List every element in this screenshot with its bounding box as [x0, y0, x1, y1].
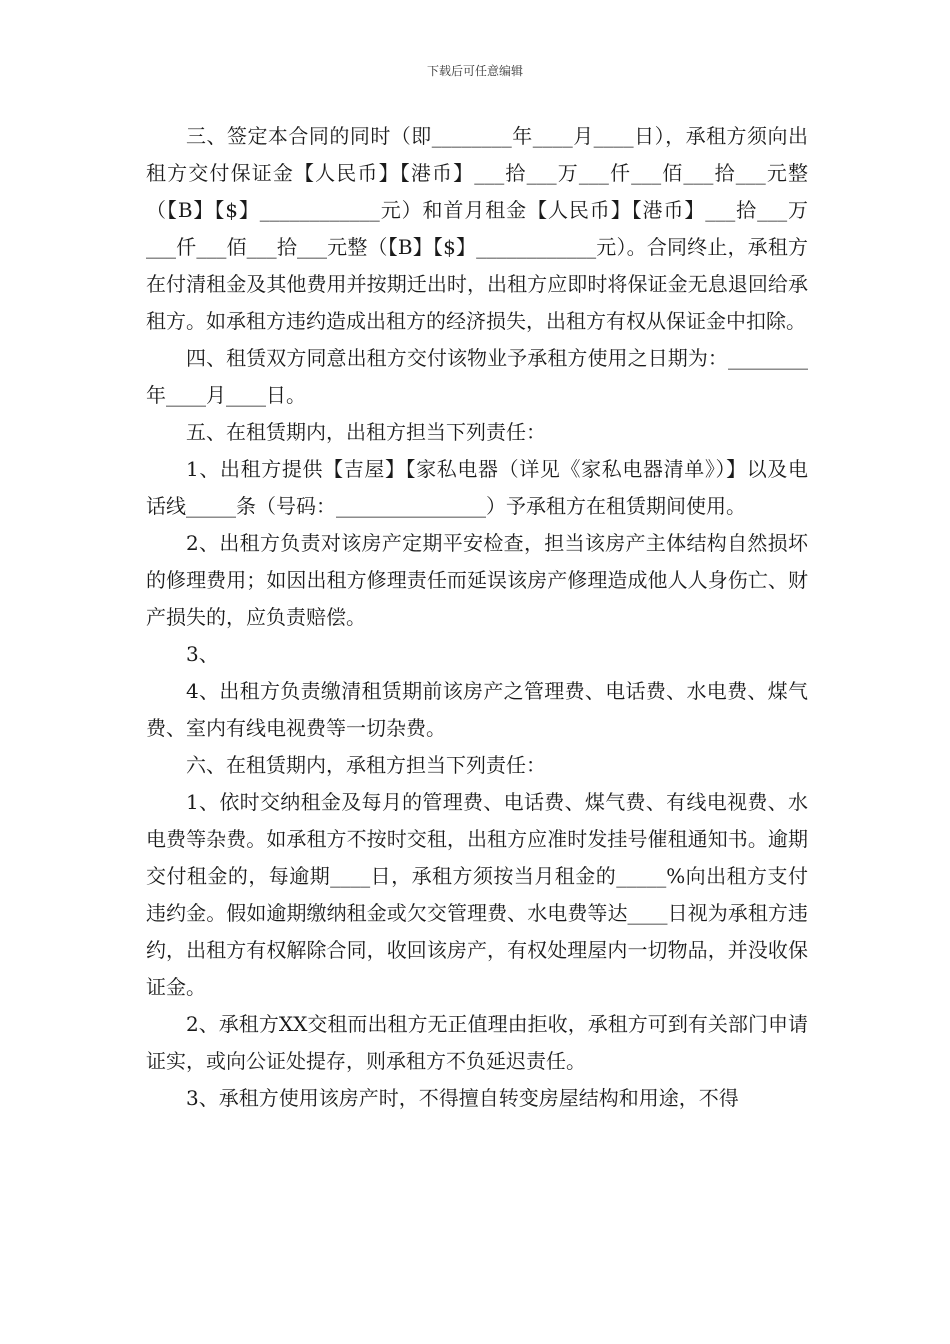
paragraph-deposit: 三、签定本合同的同时（即________年____月____日），承租方须向出租方交付保证金【人民币】【港币】___拾___万___仟___佰___拾___元整（【B】【$】____________元）和首月租金【人民币】【港币】___拾___万___仟___佰___拾___元整（【B】【$】____________元）。合同终止，承租方在付清租金及其他费用并按期迁出时，出租方应即时将保证金无息退回给承租方。如承租方违约造成出租方的经济损失，出租方有权从保证金中扣除。 — [146, 124, 808, 333]
paragraph-lessee-duty-2: 2、承租方XX交租而出租方无正值理由拒收，承租方可到有关部门申请证实，或向公证处提存，则承租方不负延迟责任。 — [146, 1012, 808, 1073]
paragraph-lessor-duty-3: 3、 — [186, 642, 219, 666]
paragraph-lessee-duty-3: 3、承租方使用该房产时，不得擅自转变房屋结构和用途，不得 — [186, 1086, 739, 1110]
paragraph-lessor-duty-1: 1、出租方提供【吉屋】【家私电器（详见《家私电器清单》）】以及电话线_____条（号码：_______________）予承租方在租赁期间使用。 — [146, 457, 808, 518]
document-body — [146, 118, 808, 1117]
paragraph-lessee-duties-heading: 六、在租赁期内，承租方担当下列责任： — [186, 753, 546, 777]
paragraph-lessee-duty-1: 1、依时交纳租金及每月的管理费、电话费、煤气费、有线电视费、水电费等杂费。如承租方不按时交租，出租方应准时发挂号催租通知书。逾期交付租金的，每逾期____日，承租方须按当月租金的_____%向出租方支付违约金。假如逾期缴纳租金或欠交管理费、水电费等达____日视为承租方违约，出租方有权解除合同，收回该房产，有权处理屋内一切物品，并没收保证金。 — [146, 790, 808, 999]
paragraph-lessor-duties-heading: 五、在租赁期内，出租方担当下列责任： — [186, 420, 546, 444]
paragraph-lessor-duty-4: 4、出租方负责缴清租赁期前该房产之管理费、电话费、水电费、煤气费、室内有线电视费等一切杂费。 — [146, 679, 808, 740]
page-header: 下载后可任意编辑 — [426, 64, 523, 78]
paragraph-delivery-date: 四、租赁双方同意出租方交付该物业予承租方使用之日期为：________年____月____日。 — [146, 346, 808, 407]
paragraph-lessor-duty-2: 2、出租方负责对该房产定期平安检查，担当该房产主体结构自然损坏的修理费用；如因出租方修理责任而延误该房产修理造成他人人身伤亡、财产损失的，应负责赔偿。 — [146, 531, 808, 629]
